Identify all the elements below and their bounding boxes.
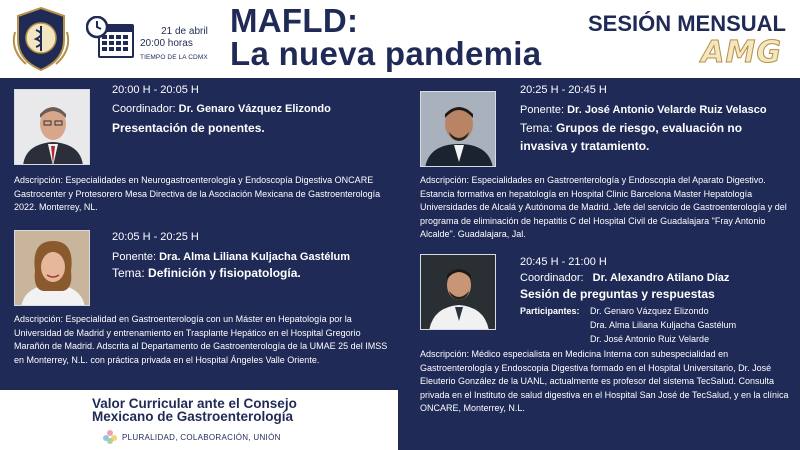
talk-1-role-label: Coordinador: (112, 103, 176, 115)
talk-4-topic: Sesión de preguntas y respuestas (520, 287, 715, 301)
event-timezone: TIEMPO DE LA CDMX (140, 54, 208, 61)
talk-4-description: Adscripción: Médico especialista en Medicina Interna con subespecialidad en Gastroenterología y Endoscopia Digestiva formado en el Hospital Universitario, Dr. José Eleuterio González de la UANL, actualmente es profesor del sistema TecSalud. Consulta privada en el Instituto de salud digestiva en el Hospital San José de TecSalud, y en la clínica ONCARE, Monterrey, N.L. (420, 349, 789, 413)
talk-2-time: 20:05 H - 20:25 H (112, 231, 199, 243)
event-date: 21 de abril (161, 26, 208, 37)
talk-1-role (112, 103, 331, 115)
talk-2-role (112, 251, 350, 263)
speaker-photo-2 (14, 230, 90, 306)
person-portrait-icon (15, 90, 90, 165)
speaker-photo-3 (420, 91, 496, 167)
talk-4-participant-3: Dr. José Antonio Ruiz Velarde (590, 334, 710, 344)
header (0, 0, 800, 78)
talk-2-topic: Definición y fisiopatología. (148, 266, 301, 280)
talk-3-description: Adscripción: Especialidades en Gastroenterología y Endoscopia del Aparato Digestivo. Estancia formativa en hepatología en Hospital Clinic Barcelona Master Hepatología Universidades de Alcalá y Autónoma de Madrid. Jefe del servicio de Gastroenterología y del programa de eliminación de hepatitis C del Hospital Civil de Guadalajara "Fray Antonio Alcalde". Guadalajara, Jal. (420, 175, 787, 239)
title-line-1: MAFLD: (230, 2, 359, 39)
talk-4-participant-2: Dra. Alma Liliana Kuljacha Gastélum (590, 320, 737, 330)
talk-3-time: 20:25 H - 20:45 H (520, 84, 607, 96)
talk-1-description: Adscripción: Especialidades en Neurogastroenterología y Endoscopía Digestiva ONCARE Gastrocenter y Protesorero Mesa Directiva de la Asociación Mexicana de Gastroenterología 2022. Monterrey, NL. (14, 175, 381, 212)
talk-2-description: Adscripción: Especialidad en Gastroenterología con un Máster en Hepatología por la Universidad de Madrid y entrenamiento en Trasplante Hepático en el Hospital Gregorio Marañón de Madrid. Adscrita al Departamento de Gastroenterología de la UMAE 25 del IMSS en Monterrey, N.L. con práctica privada en el Hospital Ángeles Valle Oriente. (14, 314, 388, 365)
event-datetime (140, 26, 208, 64)
talk-4-speaker: Dr. Alexandro Atilano Díaz (592, 272, 730, 284)
talk-3-topic-prefix: Tema: (520, 121, 553, 135)
talk-4-time: 20:45 H - 21:00 H (520, 256, 607, 268)
event-time: 20:00 horas (140, 38, 193, 49)
talk-3-topic-l2: invasiva y tratamiento. (520, 139, 650, 153)
talk-4-role (520, 272, 729, 284)
talk-4-role-label: Coordinador: (520, 272, 584, 284)
talk-2-speaker: Dra. Alma Liliana Kuljacha Gastélum (159, 251, 351, 263)
amg-brand: AMG (701, 35, 782, 70)
page-title (230, 4, 541, 70)
talk-2-role-label: Ponente: (112, 251, 157, 263)
talk-4-participants-label: Participantes: (520, 306, 580, 316)
calendar-clock-icon (86, 16, 136, 60)
talk-3-topic-l1: Grupos de riesgo, evaluación no (556, 121, 743, 135)
talk-3-role-label: Ponente: (520, 104, 565, 116)
talk-2-topic-prefix: Tema: (112, 266, 145, 280)
talk-2-topic-line (112, 266, 301, 280)
footer-title: Valor Curricular ante el Consejo Mexicano de Gastroenterología (92, 396, 297, 424)
talk-3-topic-line (520, 121, 742, 135)
talk-1-topic: Presentación de ponentes. (112, 121, 265, 135)
person-portrait-icon (421, 92, 496, 167)
talk-3-role (520, 104, 767, 116)
talk-3-speaker: Dr. José Antonio Velarde Ruiz Velasco (567, 104, 767, 116)
speaker-photo-4 (420, 254, 496, 330)
title-line-2: La nueva pandemia (230, 35, 542, 72)
talk-4-participant-1: Dr. Genaro Vázquez Elizondo (590, 306, 709, 316)
talk-1-speaker: Dr. Genaro Vázquez Elizondo (178, 103, 331, 115)
person-portrait-icon (421, 255, 496, 330)
footer-subtitle: PLURALIDAD, COLABORACIÓN, UNIÓN (122, 433, 281, 442)
session-label: SESIÓN MENSUAL (587, 11, 786, 36)
speaker-photo-1 (14, 89, 90, 165)
person-portrait-icon (15, 231, 90, 306)
talk-1-time: 20:00 H - 20:05 H (112, 84, 199, 96)
pluralidad-logo-icon (102, 429, 118, 445)
amg-seal-logo (12, 6, 70, 72)
